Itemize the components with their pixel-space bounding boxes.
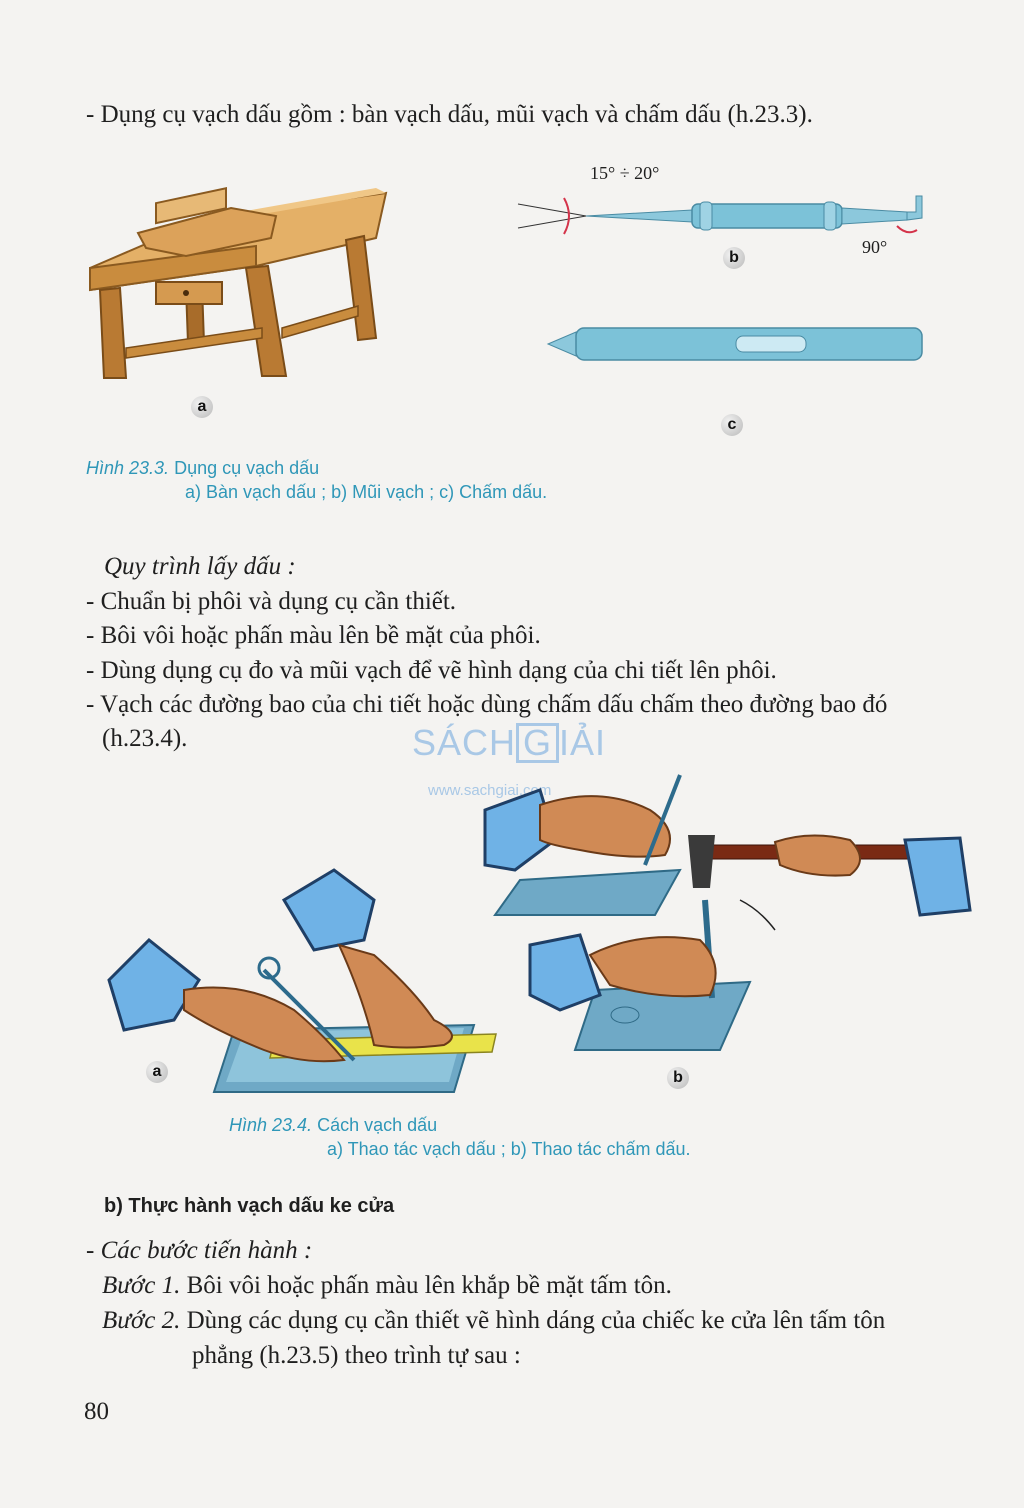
fig233-caption-sub: a) Bàn vạch dấu ; b) Mũi vạch ; c) Chấm dấu.	[185, 482, 548, 502]
page-number: 80	[84, 1398, 109, 1425]
marking-table-illustration	[86, 178, 396, 383]
procedure-step-4: - Vạch các đường bao của chi tiết hoặc dùng chấm dấu chấm theo đường bao đó	[86, 691, 888, 718]
center-punch-illustration	[546, 324, 926, 364]
procedure-step-4-cont: (h.23.4).	[102, 725, 188, 752]
step2-label: Bước 2.	[102, 1307, 181, 1334]
procedure-step-1: - Chuẩn bị phôi và dụng cụ cần thiết.	[86, 588, 457, 615]
punching-illustration	[480, 770, 975, 1055]
watermark-left: SÁCH	[412, 722, 517, 763]
fig234-label-b: b	[667, 1067, 689, 1089]
fig233-label-b: b	[723, 247, 745, 269]
angle-label-top: 15° ÷ 20°	[590, 163, 660, 183]
watermark-g: G	[516, 723, 559, 763]
fig234-caption-title-text: Cách vạch dấu	[317, 1115, 438, 1135]
procedure-step-2: - Bôi vôi hoặc phấn màu lên bề mặt của phôi.	[86, 622, 541, 649]
fig233-label-c: c	[721, 414, 743, 436]
intro-line: - Dụng cụ vạch dấu gồm : bàn vạch dấu, mũi vạch và chấm dấu (h.23.3).	[86, 101, 813, 128]
watermark-right: IẢI	[559, 722, 607, 763]
practice-step-1	[102, 1269, 672, 1303]
watermark-url: www.sachgiai.com	[428, 782, 552, 799]
fig234-label-a: a	[146, 1061, 168, 1083]
fig234-caption-title	[229, 1113, 437, 1137]
step2-text-line2: phẳng (h.23.5) theo trình tự sau :	[192, 1342, 521, 1369]
fig233-caption-title-text: Dụng cụ vạch dấu	[174, 458, 320, 478]
step1-text: Bôi vôi hoặc phấn màu lên khắp bề mặt tấm tôn.	[186, 1272, 672, 1299]
practice-heading: b) Thực hành vạch dấu ke cửa	[104, 1195, 395, 1217]
angle-label-hook: 90°	[862, 237, 888, 257]
procedure-step-3: - Dùng dụng cụ đo và mũi vạch để vẽ hình dạng của chi tiết lên phôi.	[86, 657, 777, 684]
scribing-illustration	[104, 860, 504, 1095]
fig234-caption-prefix: Hình 23.4.	[229, 1115, 313, 1135]
procedure-heading: Quy trình lấy dấu :	[104, 553, 296, 580]
fig233-caption-title	[86, 456, 319, 480]
fig233-caption-prefix: Hình 23.3.	[86, 458, 170, 478]
fig233-label-a: a	[191, 396, 213, 418]
step2-text-line1: Dùng các dụng cụ cần thiết vẽ hình dáng của chiếc ke cửa lên tấm tôn	[186, 1307, 886, 1334]
practice-steps-heading: - Các bước tiến hành :	[86, 1237, 313, 1264]
practice-step-2	[102, 1304, 885, 1338]
watermark-logo	[412, 722, 606, 764]
fig234-caption-sub: a) Thao tác vạch dấu ; b) Thao tác chấm dấu.	[327, 1139, 691, 1159]
step1-label: Bước 1.	[102, 1272, 181, 1299]
